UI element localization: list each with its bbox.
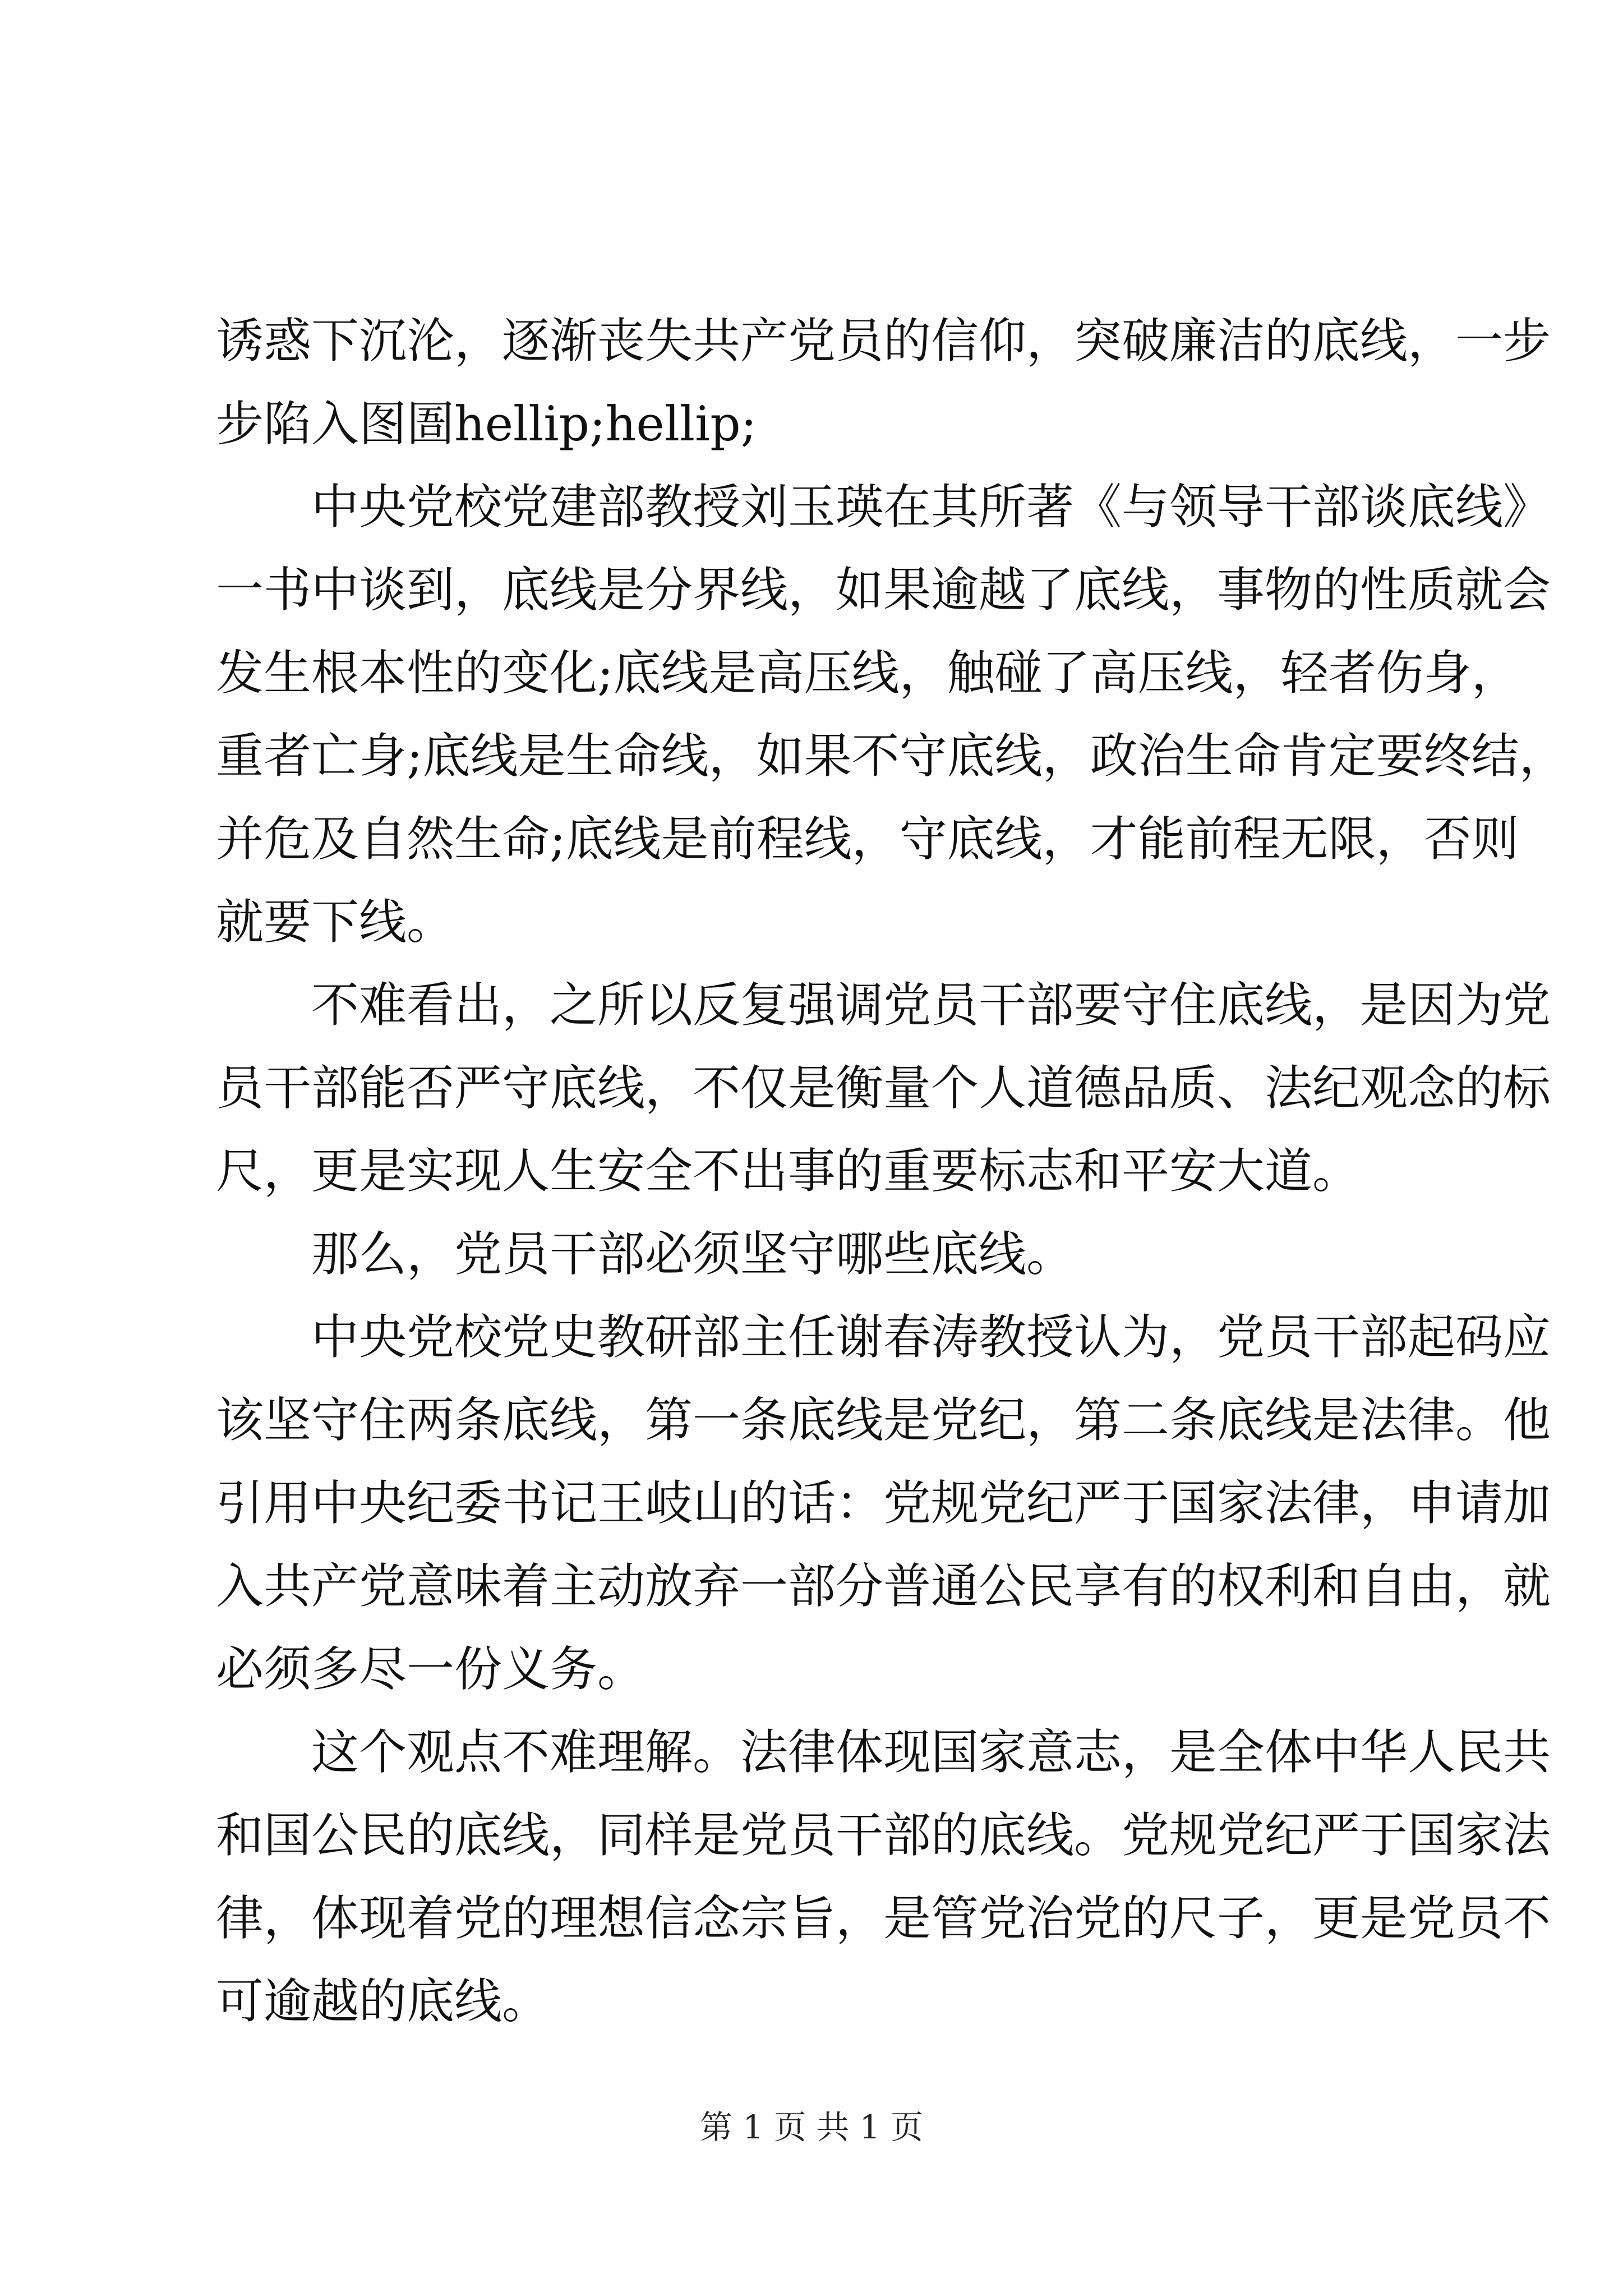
paragraph [216,1296,1551,1711]
text-line: 必须多尽一份义务。 [216,1642,645,1697]
text-line: 发生根本性的变化;底线是高压线，触碰了高压线，轻者伤身， [216,646,1519,701]
text-line: 中央党校党史教研部主任谢春涛教授认为，党员干部起码应 [311,1310,1551,1365]
paragraph [216,1711,1551,2044]
text-line: 尺，更是实现人生安全不出事的重要标志和平安大道。 [216,1144,1361,1199]
text-line: 步陷入图圄hellip;hellip; [216,397,757,452]
text-line: 就要下线。 [216,895,455,950]
document-body [216,300,1567,2044]
text-line: 一书中谈到，底线是分界线，如果逾越了底线，事物的性质就会 [216,563,1551,618]
paragraph [216,964,1551,1213]
text-line: 律，体现着党的理想信念宗旨，是管党治党的尺子，更是党员不 [216,1891,1551,1947]
text-line: 引用中央纪委书记王岐山的话：党规党纪严于国家法律，申请加 [216,1476,1551,1531]
text-line: 和国公民的底线，同样是党员干部的底线。党规党纪严于国家法 [216,1808,1551,1864]
page-number-footer: 第 1 页 共 1 页 [700,2108,923,2146]
text-line: 并危及自然生命;底线是前程线，守底线，才能前程无限，否则 [216,812,1519,867]
text-line: 诱惑下沉沦，逐渐丧失共产党员的信仰，突破廉洁的底线，一步 [216,314,1551,369]
text-line: 不难看出，之所以反复强调党员干部要守住底线，是因为党 [311,978,1551,1033]
paragraph [216,1213,1416,1296]
text-line: 重者亡身;底线是生命线，如果不守底线，政治生命肯定要终结， [216,729,1567,784]
text-line: 该坚守住两条底线，第一条底线是党纪，第二条底线是法律。他 [216,1393,1551,1448]
paragraph [216,300,1551,466]
text-line: 那么，党员干部必须坚守哪些底线。 [311,1227,1075,1282]
paragraph [216,466,1567,964]
text-line: 中央党校党建部教授刘玉瑛在其所著《与领导干部谈底线》 [311,480,1551,535]
text-line: 可逾越的底线。 [216,1974,550,2030]
text-line: 入共产党意味着主动放弃一部分普通公民享有的权利和自由，就 [216,1559,1551,1614]
text-line: 这个观点不难理解。法律体现国家意志，是全体中华人民共 [311,1725,1551,1780]
text-line: 员干部能否严守底线，不仅是衡量个人道德品质、法纪观念的标 [216,1061,1551,1116]
